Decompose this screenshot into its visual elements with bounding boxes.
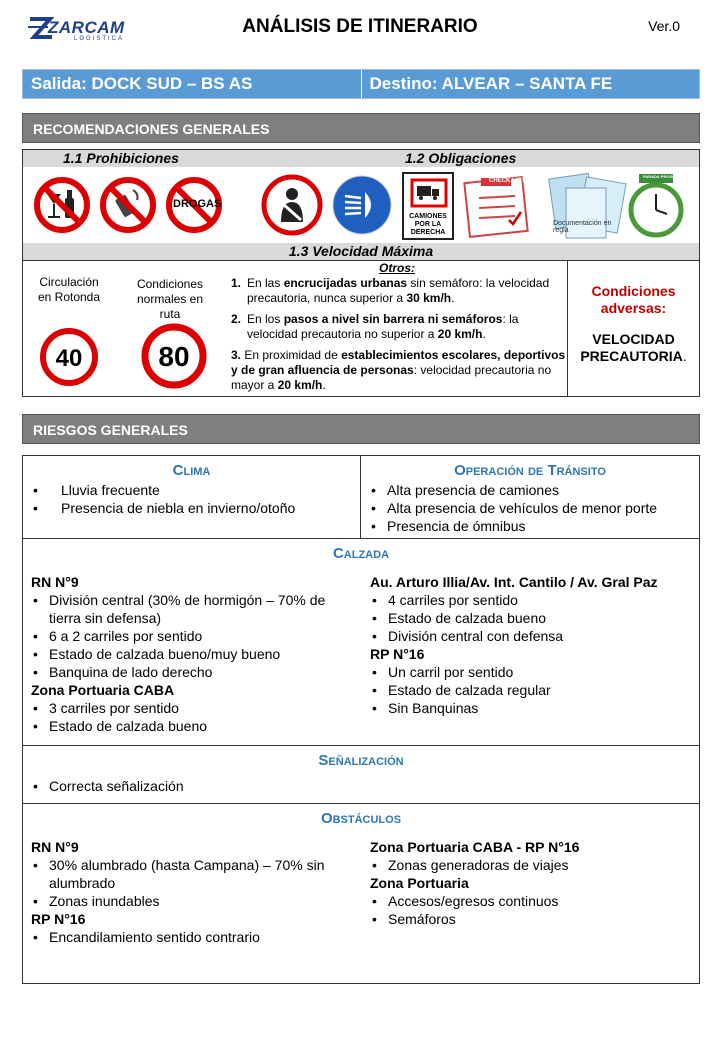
- list-item: • Presencia de niebla en invierno/otoño: [31, 499, 360, 517]
- riesgos-panel: [22, 455, 700, 984]
- obstaculos-left: [31, 838, 351, 946]
- riesgos-heading: RIESGOS GENERALES: [22, 414, 700, 444]
- version-label: Ver.0: [648, 18, 680, 34]
- obstaculos-title: Obstáculos: [320, 810, 402, 827]
- list-item: • Un carril por sentido: [370, 663, 692, 681]
- no-phone-icon: [99, 176, 157, 234]
- checklist-label: CHECK LIST: [489, 178, 525, 184]
- list-item: • División central con defensa: [370, 627, 692, 645]
- list-item: • Zonas inundables: [31, 892, 351, 910]
- clima-list: [23, 481, 360, 517]
- no-alcohol-icon: [33, 176, 91, 234]
- seatbelt-icon: [261, 174, 323, 236]
- list-item: • Estado de calzada bueno: [370, 609, 692, 627]
- transito-list: [361, 481, 699, 535]
- transito-title: Operación de Tránsito: [454, 462, 606, 479]
- obstaculos-right: [370, 838, 692, 928]
- list-item: • Semáforos: [370, 910, 692, 928]
- calzada-illia-head: Au. Arturo Illia/Av. Int. Cantilo / Av. Gral Paz: [370, 574, 658, 590]
- speed-limit-40-sign: [39, 327, 99, 387]
- calzada-left: [31, 573, 351, 735]
- clima-block: [23, 456, 361, 538]
- senalizacion-list: [23, 777, 699, 795]
- list-item: • Alta presencia de vehículos de menor porte: [369, 499, 699, 517]
- speed-limit-80-sign: [141, 323, 207, 389]
- speed-40-value: 40: [55, 345, 83, 372]
- prohib-oblig-header: [23, 150, 699, 167]
- transito-block: [361, 456, 699, 538]
- calzada-rp16-head: RP N°16: [370, 646, 425, 662]
- list-item: • División central (30% de hormigón – 70% de tierra sin defensa): [31, 591, 351, 627]
- list-item: • Correcta señalización: [31, 777, 699, 795]
- otros-item-3: 3. En proximidad de establecimientos escolares, deportivos y de gran afluencia de personas: velocidad precautoria no mayor a 20 km/h.: [231, 348, 566, 392]
- rotonda-label: Circulación en Rotonda: [37, 275, 101, 304]
- docs-label: Documentación en regla: [553, 220, 612, 234]
- clima-title: Clima: [172, 462, 211, 479]
- calzada-title: Calzada: [332, 545, 390, 562]
- signs-row: [23, 168, 699, 242]
- speed-area: [23, 260, 699, 396]
- list-item: • Estado de calzada regular: [370, 681, 692, 699]
- checklist-icon: [459, 176, 535, 238]
- list-item: • 30% alumbrado (hasta Campana) – 70% sin alumbrado: [31, 856, 351, 892]
- list-item: • Banquina de lado derecho: [31, 663, 351, 681]
- senalizacion-block: [23, 745, 699, 803]
- adversas-title: Condiciones adversas:: [591, 283, 676, 316]
- prohibiciones-title: 1.1 Prohibiciones: [63, 150, 179, 166]
- list-item: • Presencia de ómnibus: [369, 517, 699, 535]
- adversas-value: VELOCIDAD PRECAUTORIA.: [580, 331, 687, 364]
- recomendaciones-heading: RECOMENDACIONES GENERALES: [22, 113, 700, 143]
- parada-label: PARADA PROGRAMADA: [643, 174, 691, 179]
- drogas-label: DROGAS: [173, 198, 222, 210]
- senalizacion-title: Señalización: [318, 752, 404, 769]
- list-item: • Accesos/egresos continuos: [370, 892, 692, 910]
- list-item: • 6 a 2 carriles por sentido: [31, 627, 351, 645]
- logo-text: ZARCAM: [48, 18, 125, 37]
- velocidad-title: 1.3 Velocidad Máxima: [23, 243, 699, 260]
- headlights-icon: [331, 174, 393, 236]
- list-item: • Alta presencia de camiones: [369, 481, 699, 499]
- adversas-block: [567, 261, 699, 397]
- calzada-right: [370, 573, 692, 717]
- obstaculos-rn9-head: RN N°9: [31, 839, 79, 855]
- calzada-rn9-head: RN N°9: [31, 574, 79, 590]
- route-bar: [22, 69, 700, 99]
- destination-label: Destino: ALVEAR – SANTA FE: [361, 70, 700, 98]
- camiones-label: CAMIONES POR LA DERECHA: [409, 213, 447, 236]
- recomendaciones-panel: [22, 149, 700, 397]
- obstaculos-rp16-head: RP N°16: [31, 911, 86, 927]
- page-title: ANÁLISIS DE ITINERARIO: [242, 16, 478, 37]
- truck-icon: [404, 174, 452, 208]
- list-item: • Estado de calzada bueno/muy bueno: [31, 645, 351, 663]
- obstaculos-portuaria-rp16-head: Zona Portuaria CABA - RP N°16: [370, 839, 580, 855]
- obstaculos-block: [23, 803, 699, 983]
- list-item: • Encandilamiento sentido contrario: [31, 928, 351, 946]
- otros-item-1: 1. En las encrucijadas urbanas sin semáforo: la velocidad precautoria, nunca superior a 30 km/h.: [231, 276, 550, 305]
- otros-title: Otros:: [379, 261, 415, 275]
- clock-icon: [625, 174, 687, 238]
- otros-item-2: 2. En los pasos a nivel sin barrera ni semáforos: la velocidad precautoria no superior a 20 km/h.: [231, 312, 519, 341]
- calzada-block: [23, 538, 699, 745]
- camiones-derecha-sign: [402, 172, 454, 240]
- list-item: • 4 carriles por sentido: [370, 591, 692, 609]
- calzada-portuaria-head: Zona Portuaria CABA: [31, 682, 175, 698]
- list-item: • 3 carriles por sentido: [31, 699, 351, 717]
- list-item: • Sin Banquinas: [370, 699, 692, 717]
- list-item: • Estado de calzada bueno: [31, 717, 351, 735]
- otros-block: [227, 262, 567, 393]
- list-item: • Zonas generadoras de viajes: [370, 856, 692, 874]
- logo-subtext: LOGISTICA: [74, 36, 125, 42]
- obstaculos-portuaria-head: Zona Portuaria: [370, 875, 469, 891]
- obligaciones-title: 1.2 Obligaciones: [405, 150, 517, 166]
- origin-label: Salida: DOCK SUD – BS AS: [23, 70, 361, 98]
- normales-label: Condiciones normales en ruta: [136, 277, 204, 321]
- list-item: • Lluvia frecuente: [31, 481, 360, 499]
- speed-80-value: 80: [158, 341, 190, 372]
